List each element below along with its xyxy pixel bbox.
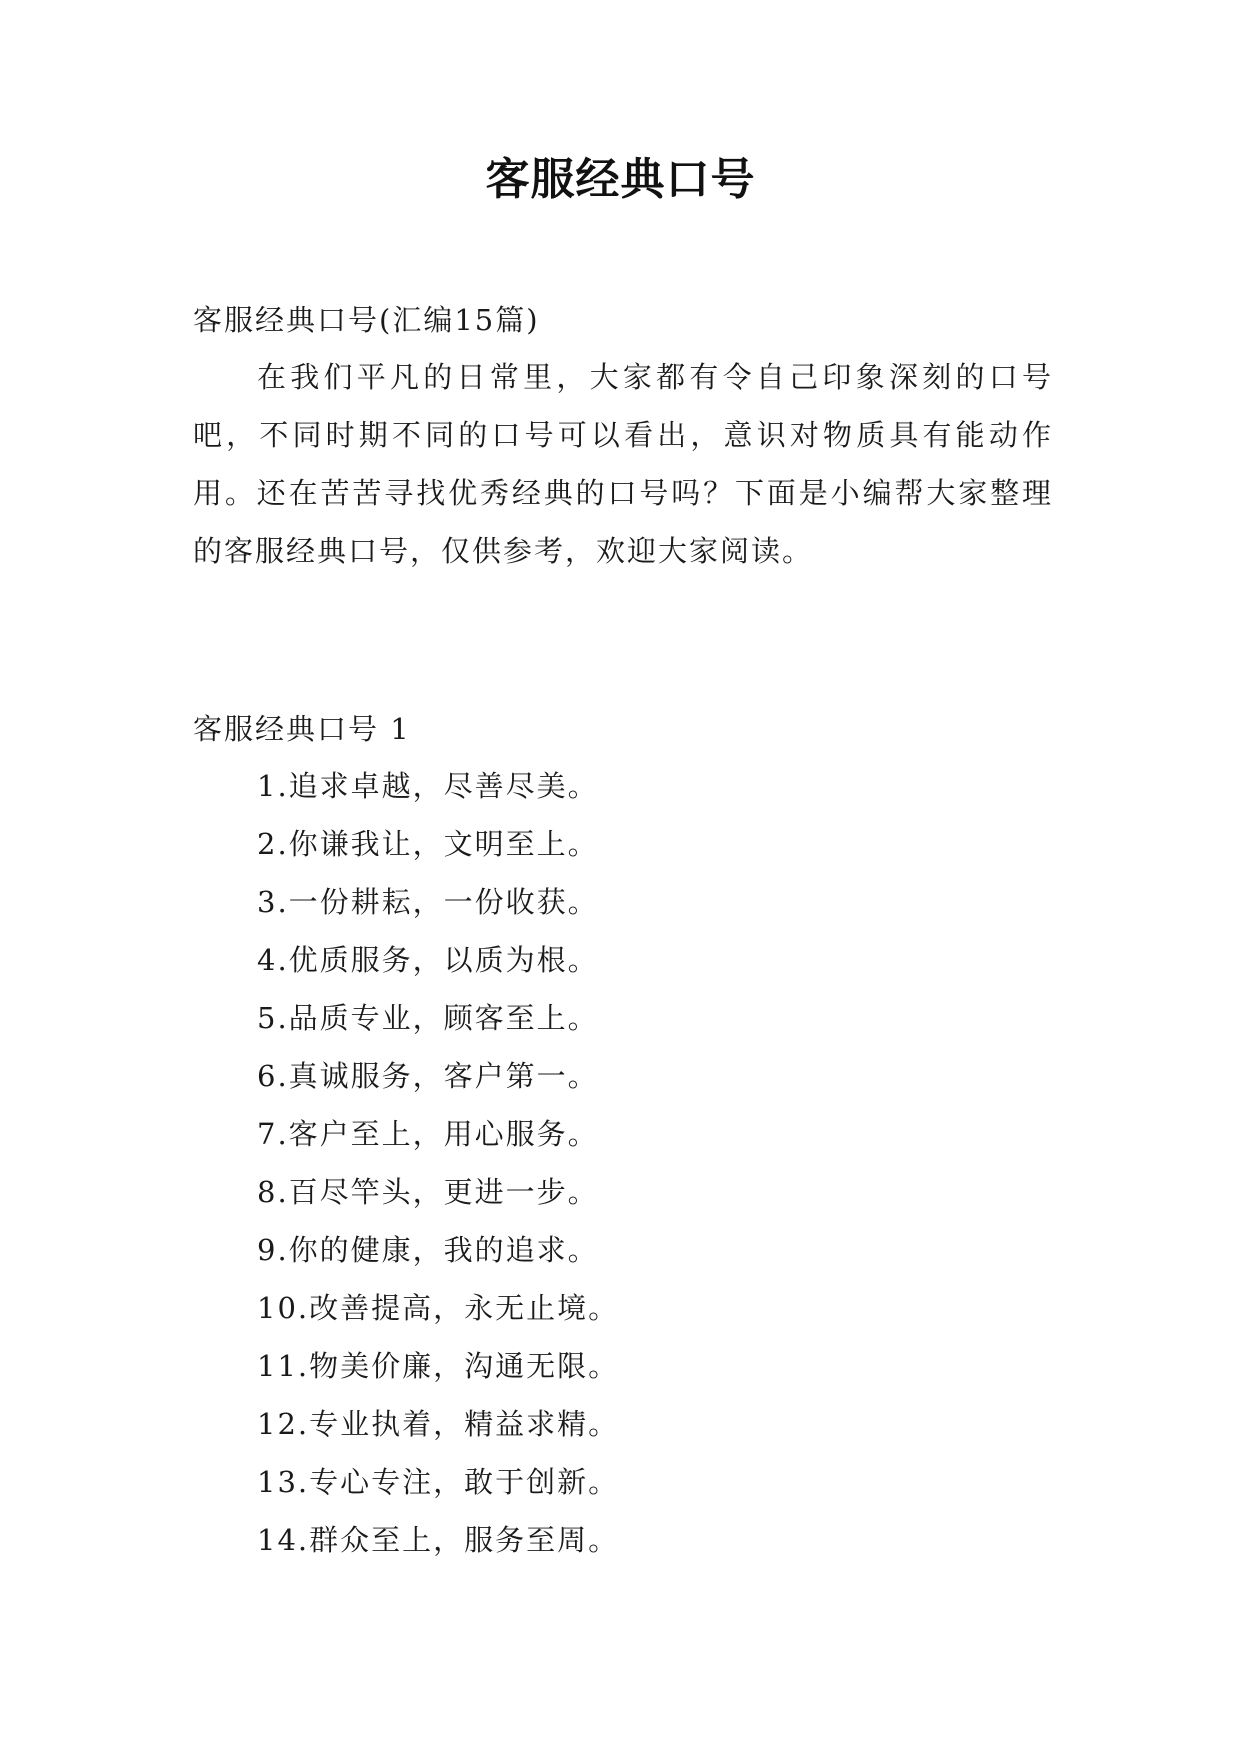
document-subtitle: 客服经典口号(汇编15篇) — [193, 303, 540, 337]
list-item: 3.一份耕耘，一份收获。 — [257, 885, 599, 919]
list-item: 12.专业执着，精益求精。 — [257, 1407, 620, 1441]
list-item: 11.物美价廉，沟通无限。 — [257, 1349, 620, 1383]
list-item: 7.客户至上，用心服务。 — [257, 1117, 599, 1151]
page-title: 客服经典口号 — [485, 154, 756, 205]
list-item: 5.品质专业，顾客至上。 — [257, 1001, 599, 1035]
list-item: 6.真诚服务，客户第一。 — [257, 1059, 599, 1093]
list-item: 2.你谦我让，文明至上。 — [257, 827, 599, 861]
list-item: 9.你的健康，我的追求。 — [257, 1233, 599, 1267]
list-item: 10.改善提高，永无止境。 — [257, 1291, 620, 1325]
slogan-list — [257, 757, 619, 1569]
list-item: 8.百尽竿头，更进一步。 — [257, 1175, 599, 1209]
intro-paragraph: 在我们平凡的日常里，大家都有令自己印象深刻的口号吧，不同时期不同的口号可以看出，意识对物质具有能动作用。还在苦苦寻找优秀经典的口号吗？下面是小编帮大家整理的客服经典口号，仅供参考，欢迎大家阅读。 — [193, 360, 1053, 568]
list-item: 1.追求卓越，尽善尽美。 — [257, 769, 599, 803]
section-heading: 客服经典口号 1 — [193, 712, 411, 746]
list-item: 4.优质服务，以质为根。 — [257, 943, 599, 977]
list-item: 13.专心专注，敢于创新。 — [257, 1465, 620, 1499]
list-item: 14.群众至上，服务至周。 — [257, 1523, 620, 1557]
